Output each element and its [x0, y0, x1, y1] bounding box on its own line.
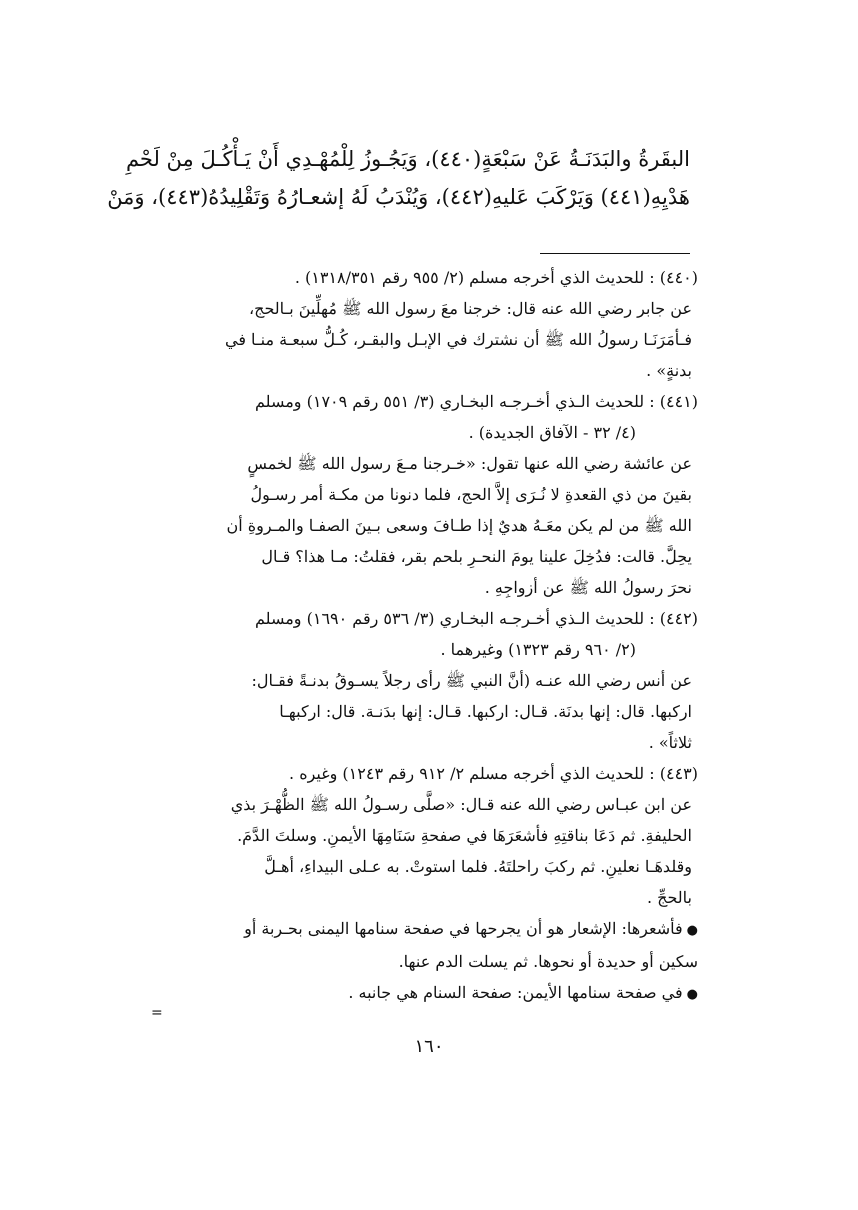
- main-text-line: هَدْيِهِ(٤٤١) وَيَرْكَبَ عَليهِ(٤٤٢)، وَيُنْدَبُ لَهُ إشعـارُهُ وَتَقْلِيدُهُ(٤٤٣)، وَمَنْ: [107, 185, 690, 209]
- gloss-item-continuation: سكين أو حديدة أو نحوها. ثم يسلت الدم عنها.: [398, 952, 698, 971]
- main-text: [107, 140, 690, 216]
- footnote-separator: [540, 253, 690, 254]
- footnote-body-line: فـأمَرَنَـا رسولُ الله ﷺ أن نشترك في الإبـل والبقـر، كُـلُّ سبعـة منـا في: [224, 330, 692, 349]
- footnote-body-line: اركبها. قال: إنها بدنَة. قـال: اركبها. قـال: إنها بدَنـة. قال: اركبهـا: [279, 702, 692, 721]
- footnote-body-line: يحِلَّ. قالت: فدُخِلَ علينا يومَ النحـرِ بلحم بقر، فقلتُ: مـا هذا؟ قـال: [261, 547, 692, 566]
- page-number: ١٦٠: [414, 1036, 444, 1057]
- footnote-body-line: الحليفةِ. ثم دَعَا بناقتِهِ فأشعَرَهَا في صفحةِ سَنَامِهَا الأيمنِ. وسلتَ الدَّمَ.: [237, 826, 692, 845]
- footnote-heading: (٤٤١) : للحديث الـذي أخـرجـه البخـاري (٣/ ٥٥١ رقم ١٧٠٩) ومسلم: [255, 392, 698, 411]
- footnote-body-line: عن جابر رضي الله عنه قال: خرجنا معَ رسول الله ﷺ مُهلِّينَ بـالحج،: [248, 299, 692, 318]
- bullet-icon: ●: [686, 987, 698, 1002]
- footnote-body-line: عن عائشة رضي الله عنها تقول: «خـرجنا مـعَ رسول الله ﷺ لخمسٍ: [247, 454, 692, 473]
- footnote-heading-continuation: (٤/ ٣٢ - الآفاق الجديدة) .: [468, 423, 636, 442]
- footnote-heading: (٤٤٢) : للحديث الـذي أخـرجـه البخـاري (٣/ ٥٣٦ رقم ١٦٩٠) ومسلم: [255, 609, 698, 628]
- gloss-item: [153, 977, 698, 1010]
- footnote-body-line: نحرَ رسولُ الله ﷺ عن أزواجِهِ .: [484, 578, 692, 597]
- footnote-body-line: وقلدهَـا نعلينِ. ثم ركبَ راحلتَهُ. فلما استوتْ. به عـلى البيداءِ، أهـلَّ: [264, 857, 692, 876]
- footnote-body-line: عن ابن عبـاس رضي الله عنه قـال: «صلَّى رسـولُ الله ﷺ الظُّهْـرَ بذي: [230, 795, 692, 814]
- footnote-440: [153, 262, 698, 386]
- gloss-text: فأشعرها: الإشعار هو أن يجرحها في صفحة سنامها اليمنى بحـربة أو: [244, 919, 683, 938]
- footnote-442: [153, 603, 698, 758]
- main-text-line: البقَرةُ والبَدَنَـةُ عَنْ سَبْعَةٍ(٤٤٠)، وَيَجُـوزُ لِلْمُهْـدِي أَنْ يَـأْكُـلَ مِنْ لَحْمِ: [125, 147, 690, 171]
- footnote-body-line: عن أنس رضي الله عنـه (أنَّ النبي ﷺ رأى رجلاً يسـوقُ بدنـةً فقـال:: [251, 671, 692, 690]
- footnote-heading-continuation: (٢/ ٩٦٠ رقم ١٣٢٣) وغيرهما .: [440, 640, 636, 659]
- gloss-item: [153, 913, 698, 946]
- footnote-body-line: بقينَ من ذي القعدةِ لا نُـرَى إلاَّ الحج، فلما دنونا من مكـة أمر رسـولُ: [250, 485, 692, 504]
- footnote-body-line: بدنةٍ» .: [646, 361, 692, 380]
- bullet-icon: ●: [686, 923, 698, 938]
- continuation-mark: =: [151, 1005, 163, 1021]
- footnote-body-line: ثلاثاً» .: [648, 733, 692, 752]
- footnote-443: [153, 758, 698, 1010]
- footnote-441: [153, 386, 698, 603]
- footnote-heading: (٤٤٠) : للحديث الذي أخرجه مسلم (٢/ ٩٥٥ رقم ١٣١٨/٣٥١) .: [294, 268, 698, 287]
- gloss-text: في صفحة سنامها الأيمن: صفحة السنام هي جانبه .: [348, 983, 683, 1002]
- footnotes: [153, 262, 698, 1010]
- footnote-body-line: بالحجِّ .: [646, 888, 692, 907]
- footnote-heading: (٤٤٣) : للحديث الذي أخرجه مسلم ٢/ ٩١٢ رقم ١٢٤٣) وغيره .: [289, 764, 698, 783]
- footnote-body-line: الله ﷺ من لم يكن معَـهُ هديٌ إذا طـافَ وسعى بـينَ الصفـا والمـروةِ أن: [226, 516, 692, 535]
